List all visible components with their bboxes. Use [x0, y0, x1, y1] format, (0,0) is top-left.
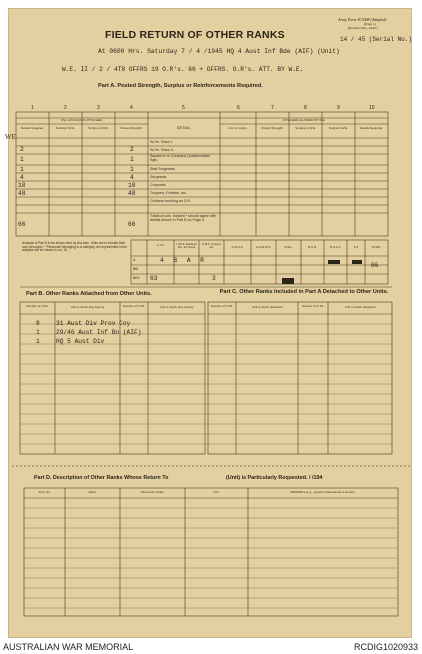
archive-footer	[0, 640, 422, 654]
col-number-1: 1	[31, 105, 34, 111]
req-quartermaster-sgts: 1	[20, 156, 24, 163]
part-c-title: Part C. Other Ranks Included in Part A Detached to Other Units.	[219, 289, 389, 295]
analysis-head-hash: # #	[353, 246, 359, 249]
group-heading-attached: ATTACHED ALLOWED BY W.E.	[282, 119, 326, 122]
posted-quartermaster-sgts: 1	[130, 156, 134, 163]
part-c-col-num-1: Number of O.Rs.	[210, 305, 234, 308]
col-number-5: 5	[182, 105, 185, 111]
part-b-title: Part B. Other Ranks Attached from Other Units.	[26, 291, 152, 297]
analysis-head-raaf: R.A.A.F.	[329, 246, 341, 249]
col-number-7: 7	[271, 105, 274, 111]
detail-totals-note: Totals of cols. marked * should agree with details shown in Part B on Page 2.	[150, 214, 217, 223]
part-b-col-num-2: Number of O.Rs.	[122, 305, 146, 308]
col-head-detail: DETAIL.	[176, 126, 192, 130]
part-c-col-num-2: Number of O.Rs.	[301, 305, 325, 308]
analysis-row-label-biiv: BIIV	[133, 276, 140, 280]
col-number-9: 9	[337, 105, 340, 111]
analysis-head-aamws: A.A.M.W.S.	[255, 246, 272, 249]
analysis-head-total: TOTAL.	[371, 246, 382, 249]
detail-troopers-privates: Troopers, Privates, etc.	[150, 191, 188, 195]
part-d-col-army-no: Army No.	[38, 491, 51, 494]
footer-record-id: RCDIG1020933	[353, 642, 418, 652]
part-b-entry-1-unit: 31 Aust Div Prov Coy	[56, 320, 131, 327]
req-total: 66	[18, 221, 26, 228]
part-b-col-unit-1: Unit to which they belong	[70, 306, 105, 309]
part-a-title: Part A. Posted Strength, Surplus or Reinforcements Required.	[98, 83, 263, 89]
part-b-col-unit-2: Unit to which they belong	[159, 306, 194, 309]
form-title: FIELD RETURN OF OTHER RANKS	[105, 29, 285, 41]
form-reference: Army Form W.3008 (Adapted)	[338, 17, 387, 22]
posted-wo-class-2: 2	[130, 146, 134, 153]
col-head-arm-corps: Arm or Corps.	[228, 127, 248, 130]
part-d-col-name: Name and Initials.	[140, 491, 165, 494]
analysis-head-cmf-aust: C.M.F. of Aust. etc	[201, 243, 222, 250]
req-wo-class-2: 2	[20, 146, 24, 153]
form-page-note: (Page 1)	[364, 22, 376, 26]
part-d-title: Part D. Description of Other Ranks Whose Return To	[34, 475, 169, 481]
detail-corporals: Corporals	[150, 183, 166, 187]
col-number-10: 10	[369, 105, 375, 111]
part-b-entry-2-num: 1	[36, 329, 40, 336]
part-d-col-rank: Rank.	[88, 491, 97, 494]
analysis-typed-bn: 63	[150, 275, 158, 282]
part-b-entry-3-num: 1	[36, 338, 40, 345]
col-head-surplus: Surplus to W.E.	[88, 127, 109, 130]
req-sergeants: 4	[20, 174, 24, 181]
part-d-col-unit: Unit.	[213, 491, 220, 494]
analysis-head-awas: A.W.A.S.	[231, 246, 244, 249]
detail-wo-class-1: W.Os. Class I.	[150, 140, 173, 144]
part-b-entry-1-num: 8	[36, 320, 40, 327]
analysis-typed-aif: 4 B A R	[160, 257, 207, 264]
col-head-att-posted: Posted Strength.	[261, 127, 284, 130]
col-head-posted-strength: Posted Strength.	[120, 127, 143, 130]
detail-staff-sergeants: Staff Sergeants	[150, 167, 175, 171]
posted-corporals: 10	[128, 182, 136, 189]
part-b-entry-2-unit: 29/46 Aust Inf Bn (AIF)	[56, 329, 142, 336]
form-revised-note: (Revised Jan., 1942.)	[348, 26, 378, 30]
posted-sergeants: 4	[130, 174, 134, 181]
analysis-head-ran: R.A.N.	[308, 246, 317, 249]
col-number-6: 6	[237, 105, 240, 111]
analysis-typed-three: 3	[212, 275, 216, 282]
posted-staff-sergeants: 1	[130, 166, 134, 173]
posted-total: 66	[128, 221, 136, 228]
analysis-head-cmf-enlisted: C.M.F. Enlisted Div. 10 Years	[176, 243, 197, 250]
group-heading-we: W.E. EXCLUDING ATTACHED.	[61, 119, 103, 122]
we-margin-mark: WE	[5, 133, 16, 141]
part-b-entry-3-unit: HQ 5 Aust Div	[56, 338, 105, 345]
detail-wo-class-2: W.Os. Class II.	[150, 148, 174, 152]
part-c-col-unit-1: Unit to which detached.	[251, 306, 284, 309]
footer-institution: AUSTRALIAN WAR MEMORIAL	[3, 642, 134, 652]
analysis-head-aif: A.I.F.	[157, 244, 164, 247]
posted-troopers: 48	[128, 190, 136, 197]
serial-number: 14 / 45 (Serial No.)	[340, 36, 413, 43]
part-b-col-num-1: Number of O.Rs.	[26, 305, 49, 308]
col-head-att-surplus: Surplus to W.E.	[295, 127, 316, 130]
col-head-att-deficient: Deficient W.E.	[329, 127, 348, 130]
detail-quartermaster-sgts: Squadron or Company Quartermaster Sgts.	[150, 154, 211, 162]
detail-civilians: Civilians counting as O.R.	[150, 199, 192, 203]
analysis-row-label-biii: BIII	[133, 267, 139, 271]
col-number-3: 3	[97, 105, 100, 111]
req-corporals: 10	[18, 182, 26, 189]
part-d-col-remarks: REMARKS (e.g., present whereabouts if known).	[290, 491, 356, 494]
part-c-col-unit-2: Unit to which detached.	[344, 306, 377, 309]
col-head-att-details: Details Required.	[359, 127, 383, 130]
analysis-row-label-a: A	[133, 258, 136, 262]
analysis-note: Analysis of Part A to be shown here by Aid-men. Units are to include their own personnel. * Personnel belonging to a category not represented in the analysis will be shown in col. 10.	[22, 241, 127, 253]
col-number-8: 8	[304, 105, 307, 111]
col-number-2: 2	[64, 105, 67, 111]
part-d-title-end: (Unit) is Particularly Requested. / /194	[226, 475, 323, 481]
col-head-deficient: Deficient W.E.	[56, 127, 75, 130]
col-number-4: 4	[130, 105, 133, 111]
war-establishment-line: W.E. II / 2 / 4T8 OFFRS 19 O.R's. 66 + OFFRS. O.R's. ATT. BY W.E.	[62, 66, 304, 73]
analysis-typed-total: 66	[371, 262, 379, 269]
analysis-head-civil: CIVIL.	[284, 246, 293, 249]
col-head-details-required: Details Required.	[20, 127, 44, 130]
req-staff-sergeants: 1	[20, 166, 24, 173]
return-date-unit-line: At 0600 Hrs. Saturday 7 / 4 /1945 HQ 4 Aust Inf Bde (AIF) (Unit)	[98, 48, 340, 55]
req-troopers: 48	[18, 190, 26, 197]
detail-sergeants: Sergeants	[150, 175, 167, 179]
